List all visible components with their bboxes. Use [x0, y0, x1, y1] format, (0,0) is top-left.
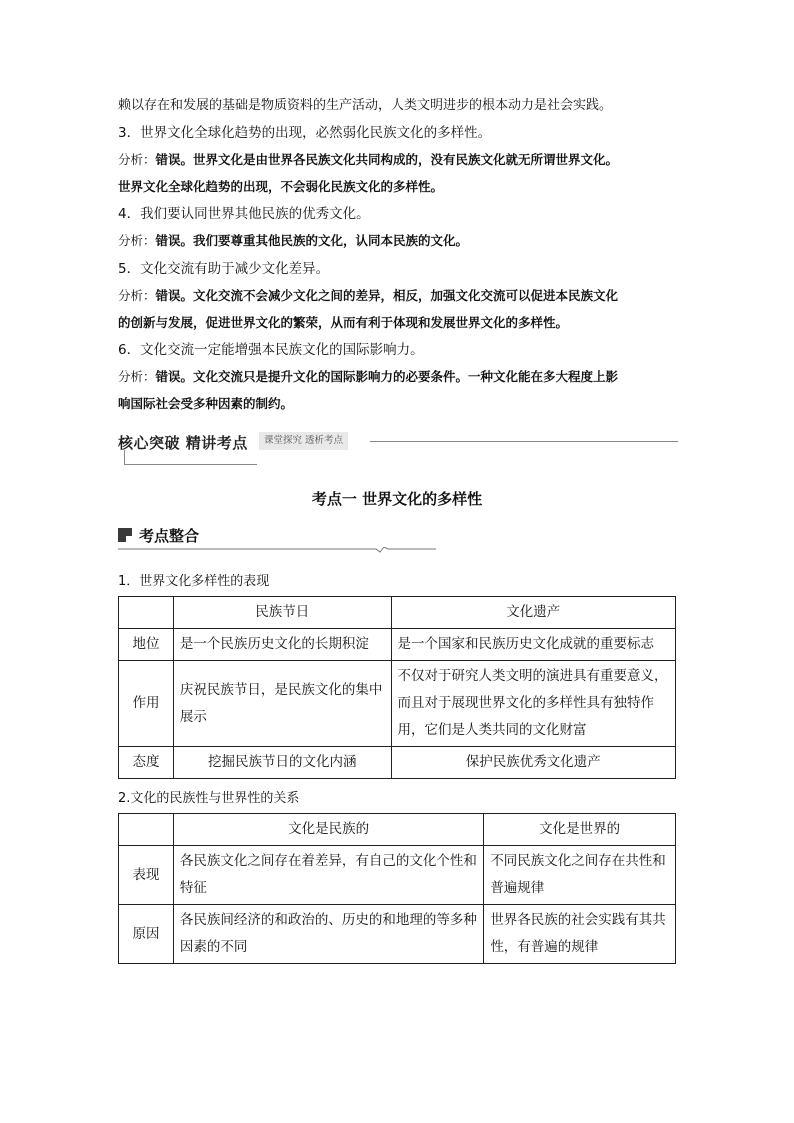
- row-label: 原因: [119, 905, 174, 964]
- table-row: [119, 629, 676, 661]
- subheading-underline: [118, 547, 436, 553]
- banner-subtitle: 课堂探究 透析考点: [259, 432, 348, 450]
- answer-4-line-1: [118, 231, 678, 251]
- table-header-cell: 民族节日: [173, 597, 391, 629]
- row-label: 表现: [119, 846, 174, 905]
- table-cell: 各民族间经济的和政治的、历史的和地理的等多种因素的不同: [173, 905, 483, 964]
- answer-text: 错误。世界文化是由世界各民族文化共同构成的，没有民族文化就无所谓世界文化。: [155, 152, 619, 167]
- table-header-cell: [119, 597, 174, 629]
- table-cell: 不仅对于研究人类文明的演进具有重要意义，而且对于展现世界文化的多样性具有独特作用，它们是人类共同的文化财富: [391, 661, 675, 747]
- answer-label: 分析：: [118, 288, 156, 303]
- table-row: [119, 747, 676, 779]
- table-cell: 庆祝民族节日，是民族文化的集中展示: [173, 661, 391, 747]
- answer-text: 错误。文化交流只是提升文化的国际影响力的必要条件。一种文化能在多大程度上影: [155, 369, 619, 384]
- question-3: 3．世界文化全球化趋势的出现，必然弱化民族文化的多样性。: [118, 125, 492, 141]
- table-nationality-worldliness: [118, 813, 676, 964]
- table-cell: 是一个国家和民族历史文化成就的重要标志: [391, 629, 675, 661]
- answer-3-line-1: [118, 150, 678, 170]
- row-label: 作用: [119, 661, 174, 747]
- answer-label: 分析：: [118, 233, 156, 248]
- table-header-row: [119, 597, 676, 629]
- table-row: [119, 661, 676, 747]
- banner-rule: [370, 441, 678, 442]
- table-row: [119, 905, 676, 964]
- table-header-cell: 文化是民族的: [173, 814, 483, 846]
- table1-caption: 1．世界文化多样性的表现: [118, 574, 270, 589]
- question-4: 4．我们要认同世界其他民族的优秀文化。: [118, 206, 370, 222]
- table-header-cell: 文化遗产: [391, 597, 675, 629]
- answer-3-line-2: 世界文化全球化趋势的出现，不会弱化民族文化的多样性。: [118, 179, 444, 194]
- table-cell: 不同民族文化之间存在共性和普遍规律: [484, 846, 676, 905]
- table-cell: 是一个民族历史文化的长期积淀: [173, 629, 391, 661]
- table2-caption: 2.文化的民族性与世界性的关系: [118, 791, 300, 806]
- answer-label: 分析：: [118, 152, 156, 167]
- table-cell: 挖掘民族节日的文化内涵: [173, 747, 391, 779]
- row-label: 态度: [119, 747, 174, 779]
- table-header-row: [119, 814, 676, 846]
- answer-5-line-1: [118, 286, 678, 306]
- question-6: 6．文化交流一定能增强本民族文化的国际影响力。: [118, 342, 424, 358]
- table-cultural-diversity: [118, 596, 676, 779]
- row-label: 地位: [119, 629, 174, 661]
- answer-6-line-2: 响国际社会受多种因素的制约。: [118, 396, 294, 411]
- answer-text: 错误。文化交流不会减少文化之间的差异，相反，加强文化交流可以促进本民族文化: [155, 288, 619, 303]
- banner-title: 核心突破 精讲考点: [118, 434, 248, 452]
- square-bullet-icon: [118, 528, 132, 542]
- answer-6-line-1: [118, 367, 678, 387]
- answer-label: 分析：: [118, 369, 156, 384]
- table-header-cell: [119, 814, 174, 846]
- question-5: 5．文化交流有助于减少文化差异。: [118, 261, 330, 277]
- subheading-text: 考点整合: [139, 527, 200, 545]
- table-cell: 保护民族优秀文化遗产: [391, 747, 675, 779]
- table-cell: 世界各民族的社会实践有其共性，有普遍的规律: [484, 905, 676, 964]
- answer-text: 错误。我们要尊重其他民族的文化，认同本民族的文化。: [155, 233, 469, 248]
- table-cell: 各民族文化之间存在着差异，有自己的文化个性和特征: [173, 846, 483, 905]
- section-title: 考点一 世界文化的多样性: [311, 490, 483, 508]
- table-header-cell: 文化是世界的: [484, 814, 676, 846]
- table-row: [119, 846, 676, 905]
- paragraph-line: 赖以存在和发展的基础是物质资料的生产活动，人类文明进步的根本动力是社会实践。: [118, 98, 613, 113]
- answer-5-line-2: 的创新与发展，促进世界文化的繁荣，从而有利于体现和发展世界文化的多样性。: [118, 315, 569, 330]
- section-banner: [118, 428, 678, 468]
